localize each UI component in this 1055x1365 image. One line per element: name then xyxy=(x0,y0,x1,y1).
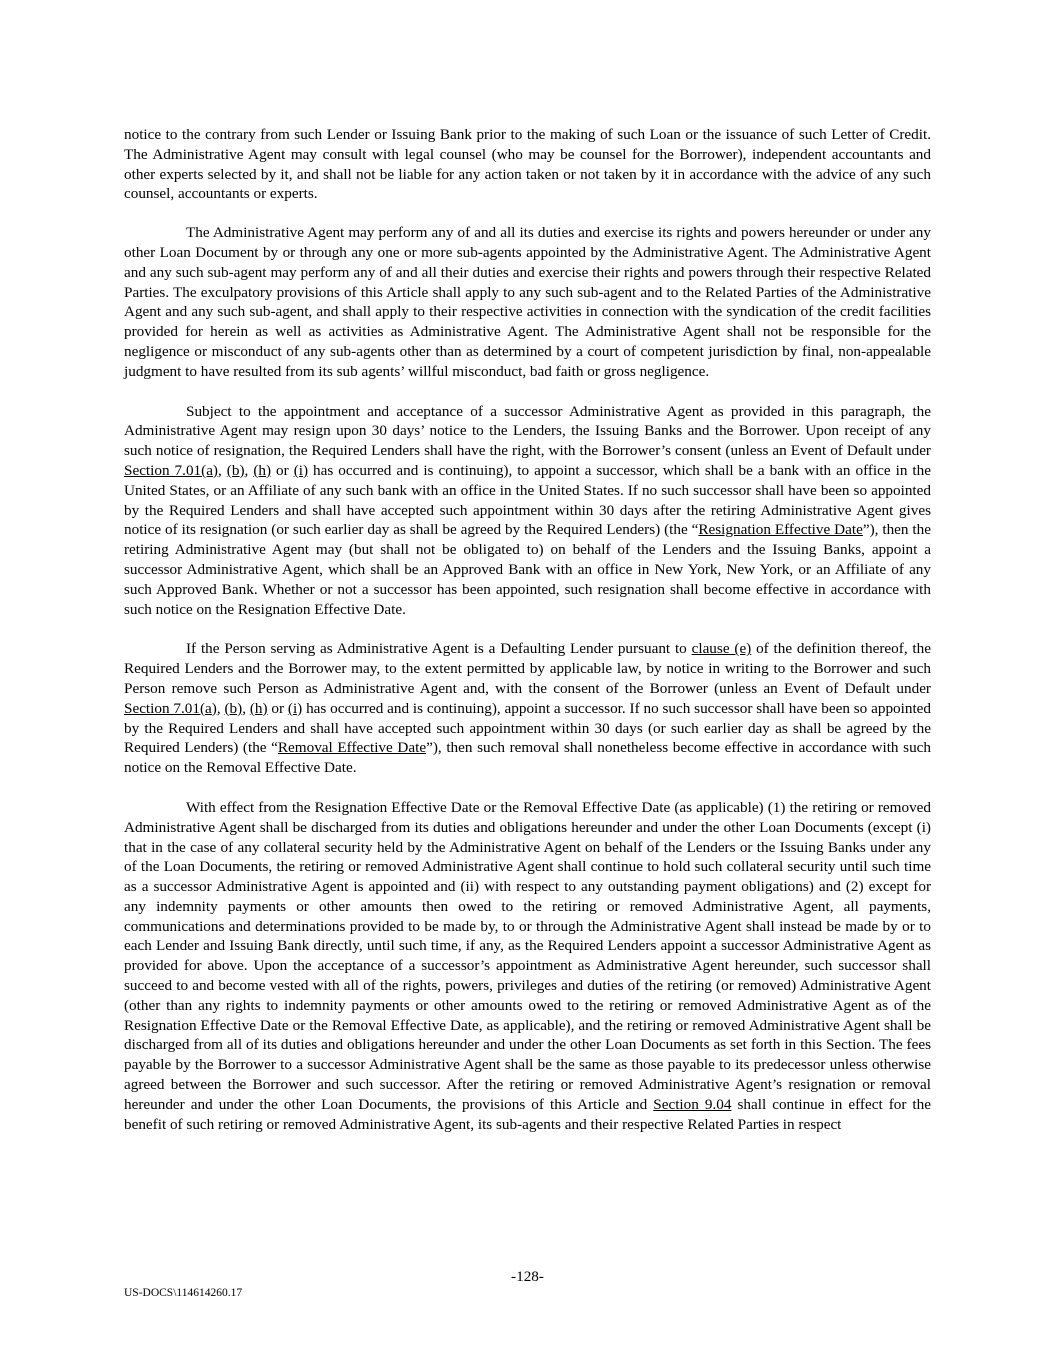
text-run: shall continue in effect for the benefit of such retiring or removed Administrative Agent, its sub-agents and their respective Related Parties in respect xyxy=(124,1095,931,1133)
paragraph-continued-notice: notice to the contrary from such Lender or Issuing Bank prior to the making of such Loan or the issuance of such Letter of Credit. The Administrative Agent may consult with legal counsel (who may be counsel for the Borrower), independent accountants and other experts selected by it, and shall not be liable for any action taken or not taken by it in accordance with the advice of any such counsel, accountants or experts. xyxy=(124,126,931,203)
text-run: ”), then such removal shall nonetheless become effective in accordance with such notice on the Removal Effective Date. xyxy=(124,739,931,777)
document-body xyxy=(124,125,931,1154)
separator: or xyxy=(271,461,294,479)
section-reference-9-04: Section 9.04 xyxy=(653,1095,732,1113)
paragraph-sub-agents: The Administrative Agent may perform any of and all its duties and exercise its rights and powers hereunder or under any other Loan Document by or through any one or more sub-agents appointed by the Administrative Agent. The Administrative Agent and any such sub-agent may perform any of and all their duties and exercise their rights and powers through their respective Related Parties. The exculpatory provisions of this Article shall apply to any such sub-agent and to the Related Parties of the Administrative Agent and any such sub-agent, and shall apply to their respective activities in connection with the syndication of the credit facilities provided for herein as well as activities as Administrative Agent. The Administrative Agent shall not be responsible for the negligence or misconduct of any sub-agents other than as determined by a court of competent jurisdiction by final, non-appealable judgment to have resulted from its sub agents’ willful misconduct, bad faith or gross negligence. xyxy=(124,224,931,380)
paragraph-effect-of-resignation xyxy=(124,798,931,1135)
section-reference-7-01-a: Section 7.01(a) xyxy=(124,699,217,717)
section-reference-h: (h) xyxy=(253,461,272,479)
separator: , xyxy=(216,699,225,717)
text-run: If the Person serving as Administrative Agent is a Defaulting Lender pursuant to xyxy=(186,640,692,658)
separator: , xyxy=(244,461,254,479)
section-reference-b: (b) xyxy=(226,461,245,479)
defined-term-removal-effective-date: Removal Effective Date xyxy=(277,739,427,757)
section-reference-i: (i) xyxy=(287,699,303,717)
page-number: -128- xyxy=(511,1268,544,1285)
separator: or xyxy=(267,699,288,717)
text-run: With effect from the Resignation Effective Date or the Removal Effective Date (as applicable) (1) the retiring or removed Administrative Agent shall be discharged from its duties and obligations hereunder and under the other Loan Documents (except (i) that in the case of any collateral security held by the Administrative Agent on behalf of the Lenders or the Issuing Banks under any of the Loan Documents, the retiring or removed Administrative Agent shall continue to hold such collateral security until such time as a successor Administrative Agent is appointed and (ii) with respect to any outstanding payment obligations) and (2) except for any indemnity payments or other amounts then owed to the retiring or removed Administrative Agent, all payments, communications and determinations provided to be made by, to or through the Administrative Agent shall instead be made by or to each Lender and Issuing Bank directly, until such time, if any, as the Required Lenders appoint a successor Administrative Agent as provided for above. Upon the acceptance of a successor’s appointment as Administrative Agent hereunder, such successor shall succeed to and become vested with all of the rights, powers, privileges and duties of the retiring (or removed) Administrative Agent (other than any rights to indemnity payments or other amounts owed to the retiring or removed Administrative Agent as of the Resignation Effective Date or the Removal Effective Date, as applicable), and the retiring or removed Administrative Agent shall be discharged from all of its duties and obligations hereunder and under the other Loan Documents as set forth in this Section. The fees payable by the Borrower to a successor Administrative Agent shall be the same as those payable to its predecessor unless otherwise agreed between the Borrower and such successor. After the retiring or removed Administrative Agent’s resignation or removal hereunder and under the other Loan Documents, the provisions of this Article and xyxy=(124,798,931,1113)
separator: , xyxy=(218,461,227,479)
clause-reference-e: clause (e) xyxy=(691,640,752,658)
text-run: has occurred and is continuing), to appoint a successor, which shall be a bank with an office in the United States, or an Affiliate of any such bank with an office in the United States. If no such successor shall have been so appointed by the Required Lenders and shall have accepted such appointment within 30 days after the retiring Administrative Agent gives notice of its resignation (or such earlier day as shall be agreed by the Required Lenders) (the “ xyxy=(124,461,931,539)
section-reference-7-01-a: Section 7.01(a) xyxy=(124,461,218,479)
document-id: US-DOCS\114614260.17 xyxy=(124,1287,243,1299)
section-reference-h: (h) xyxy=(249,699,268,717)
section-reference-b: (b) xyxy=(224,699,243,717)
paragraph-removal xyxy=(124,639,931,778)
text-run: ”), then the retiring Administrative Agent may (but shall not be obligated to) on behalf of the Lenders and the Issuing Banks, appoint a successor Administrative Agent, which shall be an Approved Bank with an office in New York, New York, or an Affiliate of any such Approved Bank. Whether or not a successor has been appointed, such resignation shall become effective in accordance with such notice on the Resignation Effective Date. xyxy=(124,521,931,618)
paragraph-resignation xyxy=(124,402,931,620)
separator: , xyxy=(242,699,250,717)
defined-term-resignation-effective-date: Resignation Effective Date xyxy=(698,521,863,539)
section-reference-i: (i) xyxy=(293,461,309,479)
text-run: of the definition thereof, the Required Lenders and the Borrower may, to the extent permitted by applicable law, by notice in writing to the Borrower and such Person remove such Person as Administrative Agent and, with the consent of the Borrower (unless an Event of Default under xyxy=(124,640,931,697)
text-run: has occurred and is continuing), appoint a successor. If no such successor shall have been so appointed by the Required Lenders and shall have accepted such appointment within 30 days (or such earlier day as shall be agreed by the Required Lenders) (the “ xyxy=(124,699,932,757)
text-run: Subject to the appointment and acceptance of a successor Administrative Agent as provided in this paragraph, the Administrative Agent may resign upon 30 days’ notice to the Lenders, the Issuing Banks and the Borrower. Upon receipt of any such notice of resignation, the Required Lenders shall have the right, with the Borrower’s consent (unless an Event of Default under xyxy=(124,402,931,460)
